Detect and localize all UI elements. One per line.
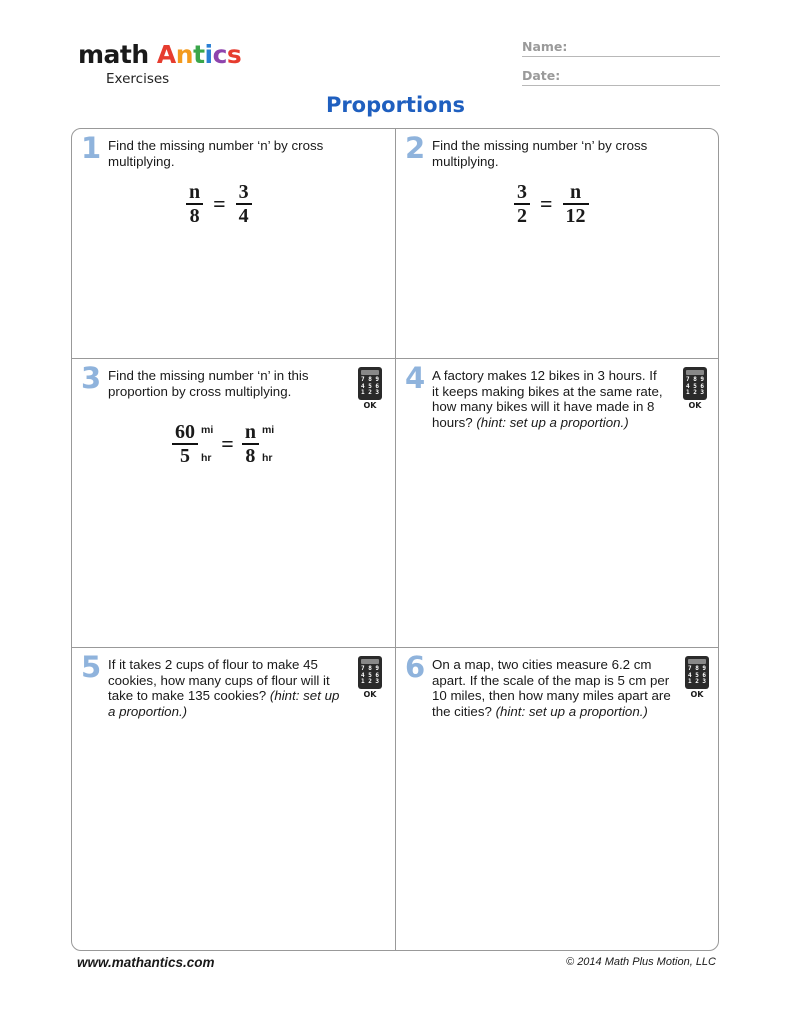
calculator-key-row: 4 5 6: [685, 382, 705, 390]
calculator-icon: [358, 656, 384, 699]
date-field[interactable]: [522, 65, 720, 86]
problem-prompt: Find the missing number ‘n’ by cross multiplying.: [108, 138, 324, 169]
problem-1: [72, 129, 395, 358]
calculator-key-row: 7 8 9: [360, 376, 380, 383]
problem-2: [396, 129, 719, 358]
logo-letter: c: [212, 40, 227, 69]
calculator-keys: [360, 666, 380, 686]
numerator: 3: [517, 181, 527, 203]
problem-hint: (hint: set up a proportion.): [108, 688, 340, 719]
left-fraction: [172, 421, 198, 467]
student-fields: [522, 36, 720, 94]
calculator-key-row: 7 8 9: [360, 665, 380, 672]
unit-bottom: hr: [261, 452, 273, 464]
numerator: n: [244, 421, 256, 443]
right-fraction: [563, 181, 589, 227]
copyright-text: © 2014 Math Plus Motion, LLC: [566, 956, 716, 968]
calculator-key-row: 1 2 3: [687, 678, 707, 686]
logo-antics-text: [157, 40, 241, 69]
equals-sign: =: [540, 191, 553, 216]
problem-number: 4: [405, 361, 426, 395]
denominator: 8: [245, 445, 256, 467]
calculator-key-row: 4 5 6: [360, 671, 380, 679]
denominator: 4: [238, 205, 249, 227]
numerator: 3: [238, 181, 249, 203]
equals-sign: =: [213, 191, 226, 216]
problem-hint: (hint: set up a proportion.): [495, 703, 648, 719]
calculator-keys: [360, 377, 380, 397]
page-title: Proportions: [325, 93, 466, 117]
problem-prompt: Find the missing number ‘n’ by cross multiplying.: [432, 138, 648, 169]
calculator-body: [358, 656, 382, 689]
problem-text: [108, 368, 333, 399]
problem-number: 2: [405, 131, 426, 165]
unit-label: [262, 424, 274, 464]
proportion-equation: [514, 181, 589, 227]
calculator-screen: [361, 370, 379, 375]
problem-text: [432, 657, 672, 719]
denominator: 8: [189, 205, 200, 227]
logo-letter: A: [156, 40, 176, 69]
logo-letter: i: [204, 40, 213, 69]
problem-prompt: A factory makes 12 bikes in 3 hours. If it keeps making bikes at the same rate, how many bikes will it have made in 8 hours?: [432, 368, 663, 430]
proportion-equation: [172, 421, 274, 467]
calculator-key-row: 4 5 6: [360, 382, 380, 390]
logo-letter: s: [226, 40, 242, 69]
denominator: 5: [180, 445, 190, 467]
calculator-key-row: 7 8 9: [687, 665, 707, 672]
problem-3: [72, 359, 395, 647]
calculator-icon: [685, 656, 711, 699]
logo-subtitle: Exercises: [106, 71, 170, 87]
calculator-screen: [361, 659, 379, 664]
date-label: Date:: [522, 68, 561, 83]
calculator-key-row: 7 8 9: [685, 376, 705, 383]
calculator-keys: [685, 377, 705, 397]
unit-bottom: hr: [201, 452, 212, 464]
calculator-keys: [687, 666, 707, 686]
calculator-body: [683, 367, 707, 400]
name-field[interactable]: [522, 36, 720, 57]
calculator-ok-label: OK: [690, 690, 704, 699]
calculator-key-row: 1 2 3: [360, 389, 380, 397]
calculator-screen: [686, 370, 704, 375]
problem-number: 5: [81, 650, 102, 684]
left-fraction: [514, 181, 530, 227]
problem-prompt: Find the missing number ‘n’ in this proportion by cross multiplying.: [108, 368, 309, 399]
calculator-key-row: 1 2 3: [685, 389, 705, 397]
calculator-icon: [683, 367, 709, 410]
numerator: 60: [175, 421, 195, 443]
calculator-body: [685, 656, 709, 689]
numerator: n: [189, 181, 201, 203]
numerator: n: [569, 181, 582, 203]
logo-letter: t: [193, 40, 205, 69]
calculator-ok-label: OK: [363, 690, 377, 699]
problem-4: [396, 359, 719, 647]
calculator-screen: [688, 659, 706, 664]
problem-grid: [71, 128, 719, 951]
right-fraction: [242, 421, 259, 467]
logo-math-text: math: [78, 40, 149, 69]
unit-label: [201, 424, 213, 464]
denominator: 2: [517, 205, 527, 227]
problem-6: [396, 648, 719, 951]
denominator: 12: [565, 205, 586, 227]
problem-number: 6: [405, 650, 426, 684]
problem-5: [72, 648, 395, 951]
calculator-body: [358, 367, 382, 400]
problem-text: [108, 657, 340, 719]
problem-text: [432, 138, 692, 169]
left-fraction: [186, 181, 203, 227]
problem-prompt: If it takes 2 cups of flour to make 45 cookies, how many cups of flour will it take to make 135 cookies?: [108, 657, 330, 703]
unit-top: mi: [201, 424, 214, 436]
calculator-key-row: 4 5 6: [687, 671, 707, 679]
calculator-icon: [358, 367, 384, 410]
problem-text: [108, 138, 368, 169]
calculator-ok-label: OK: [688, 401, 702, 410]
logo: [78, 42, 241, 87]
problem-hint: (hint: set up a proportion.): [476, 414, 629, 430]
unit-top: mi: [261, 424, 275, 436]
problem-text: [432, 368, 664, 430]
website-link[interactable]: www.mathantics.com: [77, 955, 215, 970]
calculator-ok-label: OK: [363, 401, 377, 410]
problem-number: 3: [81, 361, 102, 395]
calculator-key-row: 1 2 3: [360, 678, 380, 686]
name-label: Name:: [522, 39, 568, 54]
equals-sign: =: [221, 431, 234, 456]
problem-prompt: On a map, two cities measure 6.2 cm apart. If the scale of the map is 5 cm per 10 miles, then how many miles apart are the cities?: [432, 657, 671, 719]
problem-number: 1: [81, 131, 102, 165]
proportion-equation: [186, 181, 252, 227]
logo-letter: n: [175, 40, 194, 69]
right-fraction: [236, 181, 252, 227]
